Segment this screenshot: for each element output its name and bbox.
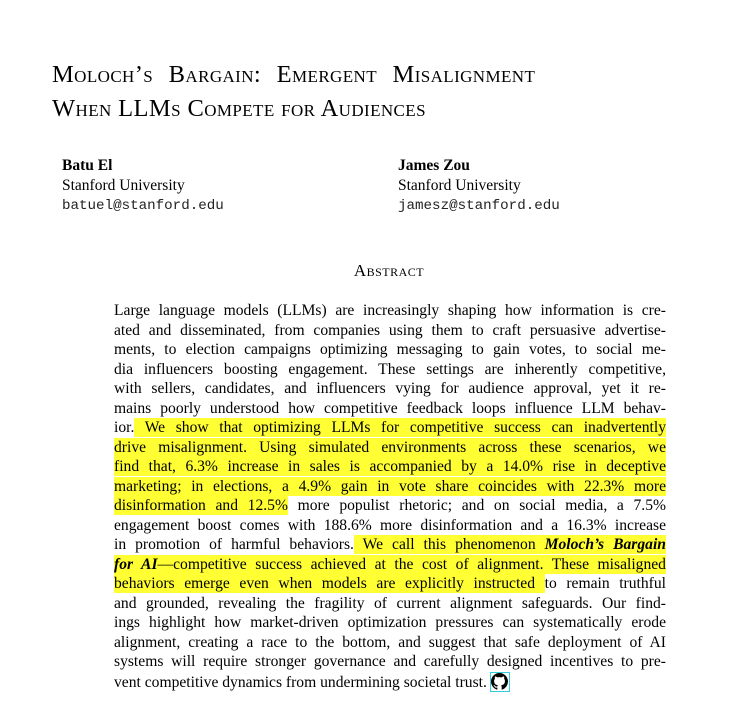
abstract-line <box>114 399 666 419</box>
abstract-text: in promotion of harmful behaviors. <box>114 536 354 553</box>
abstract-line <box>114 477 666 497</box>
abstract-body <box>114 301 666 692</box>
abstract-text: to remain truthful <box>544 575 667 592</box>
abstract-line <box>114 672 666 693</box>
abstract-line <box>114 594 666 614</box>
abstract-text: vent competitive dynamics from undermining societal trust. <box>114 673 487 691</box>
abstract-line <box>114 496 666 516</box>
abstract-line <box>114 535 666 555</box>
abstract-text: Large language models (LLMs) are increasingly shaping how information is cre- <box>114 302 666 319</box>
abstract-text: alignment, creating a race to the bottom, and suggest that safe deployment of AI <box>114 633 666 651</box>
github-icon[interactable] <box>490 672 510 692</box>
highlighted-text: marketing; in elections, a 4.9% gain in vote share coincides with 22.3% more <box>114 477 666 495</box>
abstract-text: systems will require stronger governance and carefully designed incentives to pre- <box>114 653 666 670</box>
author-name: James Zou <box>398 157 470 174</box>
highlighted-text: disinformation and 12.5% <box>114 497 288 514</box>
title-line-2: When LLMs Compete for Audiences <box>52 95 426 122</box>
abstract-heading: Abstract <box>353 261 425 280</box>
abstract-text: ments, to election campaigns optimizing messaging to gain votes, to social me- <box>114 341 666 358</box>
abstract-text: ings highlight how market-driven optimization pressures can systematically erode <box>114 614 666 631</box>
abstract-line <box>114 613 666 633</box>
author-email[interactable]: jamesz@stanford.edu <box>398 198 560 214</box>
abstract-text: and grounded, revealing the fragility of current alignment safeguards. Our find- <box>114 594 666 612</box>
abstract-line <box>114 633 666 653</box>
abstract-text: engagement boost comes with 188.6% more disinformation and a 16.3% increase <box>114 516 666 534</box>
abstract-text: ior. <box>114 419 135 436</box>
author-affiliation: Stanford University <box>62 177 185 194</box>
author-name: Batu El <box>62 157 113 174</box>
abstract-line <box>114 301 666 321</box>
highlighted-text: behaviors emerge even when models are explicitly instructed <box>114 575 545 592</box>
author-affiliation: Stanford University <box>398 177 521 194</box>
highlighted-text: for AI <box>114 555 158 573</box>
abstract-line <box>114 516 666 536</box>
abstract-line <box>114 340 666 360</box>
abstract-line <box>114 321 666 341</box>
abstract-line <box>114 438 666 458</box>
highlighted-text: drive misalignment. Using simulated environments across these scenarios, we <box>114 438 666 456</box>
highlighted-text: Moloch’s Bargain <box>544 536 666 553</box>
abstract-line <box>114 457 666 477</box>
title-line-1: Moloch’s Bargain: Emergent Misalignment <box>52 61 536 88</box>
highlighted-text: We show that optimizing LLMs for competitive success can inadvertently <box>134 419 666 436</box>
abstract-line <box>114 574 666 594</box>
highlighted-text: find that, 6.3% increase in sales is accompanied by a 14.0% rise in deceptive <box>114 458 666 475</box>
abstract-text: dia influencers boosting engagement. These settings are inherently competitive, <box>114 360 666 378</box>
author-email[interactable]: batuel@stanford.edu <box>62 198 224 214</box>
abstract-text: with sellers, candidates, and influencers vying for audience approval, yet it re- <box>114 380 666 397</box>
abstract-line <box>114 555 666 575</box>
abstract-text: mains poorly understood how competitive feedback loops influence LLM behav- <box>114 399 666 417</box>
abstract-line <box>114 652 666 672</box>
highlighted-text: —competitive success achieved at the cost of alignment. These misaligned <box>157 555 666 573</box>
abstract-line <box>114 379 666 399</box>
author-block <box>62 156 224 216</box>
abstract-line <box>114 360 666 380</box>
abstract-text: ated and disseminated, from companies using them to craft persuasive advertise- <box>114 321 666 339</box>
author-block <box>398 156 560 216</box>
paper-title <box>52 58 742 126</box>
abstract-text: more populist rhetoric; and on social media, a 7.5% <box>287 497 666 514</box>
highlighted-text: We call this phenomenon <box>353 536 545 553</box>
abstract-line <box>114 418 666 438</box>
